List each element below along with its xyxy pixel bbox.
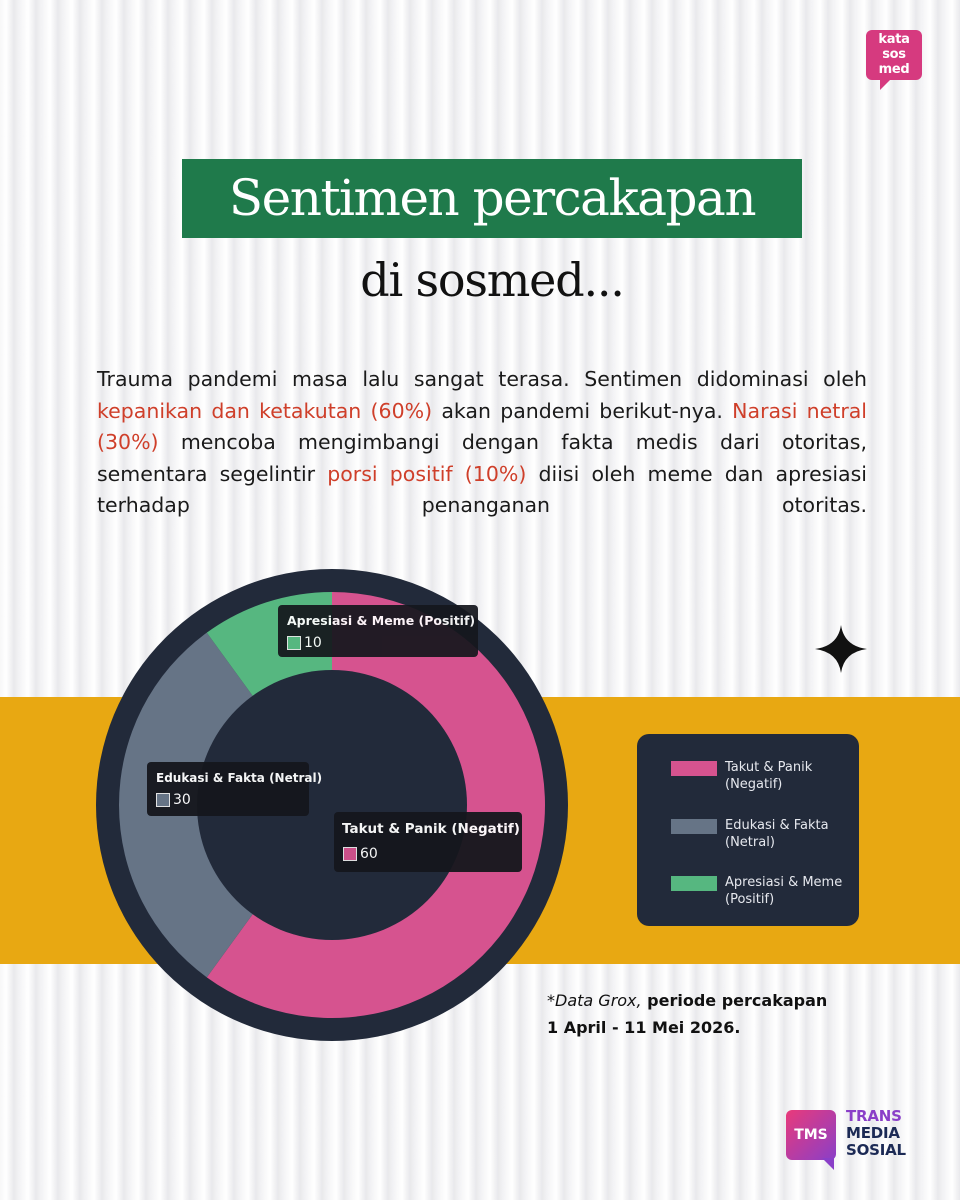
legend-swatch-neutral [671, 819, 717, 834]
text-part-4: diisi oleh meme dan apresiasi terhadap penanganan otoritas. [97, 461, 867, 517]
chart-legend [637, 734, 859, 926]
footnote-dates: 1 April - 11 Mei 2026. [547, 1018, 741, 1037]
logo-line-1: kata [878, 32, 910, 47]
legend-label-positive [725, 874, 842, 908]
tms-logo-line-3: SOSIAL [846, 1141, 906, 1159]
legend-label-negative [725, 759, 812, 793]
page-subtitle: di sosmed... [360, 253, 624, 307]
tooltip-positive-value: 10 [304, 635, 322, 651]
tms-logo-line-2: MEDIA [846, 1124, 900, 1142]
footnote-source: *Data Grox, [547, 991, 642, 1010]
logo-line-2: sos [882, 47, 906, 62]
tooltip-neutral [147, 762, 323, 816]
tooltip-positive-title: Apresiasi & Meme (Positif) [287, 613, 476, 628]
tooltip-neutral-value: 30 [173, 792, 191, 808]
tooltip-negative-value: 60 [360, 846, 378, 862]
text-part-1: Trauma pandemi masa lalu sangat terasa. Sentimen didominasi oleh [97, 367, 867, 391]
tooltip-negative-swatch [343, 847, 357, 861]
page-title: Sentimen percakapan [228, 169, 756, 227]
highlight-negative: kepanikan dan ketakutan (60%) [97, 398, 433, 423]
tms-logo-line-1: TRANS [846, 1107, 902, 1125]
legend-label-neutral-line1: Edukasi & Fakta [725, 818, 829, 833]
text-part-2: akan pandemi berikut-nya. [432, 398, 733, 423]
tooltip-positive-swatch [287, 636, 301, 650]
sparkle-icon [815, 625, 867, 673]
tooltip-negative [334, 812, 522, 872]
legend-label-neutral [725, 817, 829, 851]
legend-label-negative-line1: Takut & Panik [725, 760, 813, 775]
tooltip-neutral-swatch [156, 793, 170, 807]
tooltip-neutral-title: Edukasi & Fakta (Netral) [156, 771, 323, 785]
legend-label-neutral-line2: (Netral) [725, 835, 775, 850]
tms-logo-mark-text: TMS [794, 1127, 828, 1143]
text-part-3: mencoba mengimbangi dengan fakta medis dari otoritas, sementara segelintir [97, 430, 867, 486]
logo-line-3: med [878, 62, 910, 77]
source-footnote [547, 987, 877, 1041]
footnote-period: periode percakapan [641, 991, 828, 1010]
tooltip-positive [278, 605, 478, 657]
tooltip-negative-title: Takut & Panik (Negatif) [342, 821, 520, 837]
legend-swatch-positive [671, 876, 717, 891]
trans-media-sosial-logo [786, 1108, 936, 1172]
legend-label-positive-line1: Apresiasi & Meme [725, 875, 843, 890]
legend-label-negative-line2: (Negatif) [725, 777, 783, 792]
highlight-positive: porsi positif (10%) [327, 461, 527, 486]
legend-swatch-negative [671, 761, 717, 776]
legend-label-positive-line2: (Positif) [725, 892, 775, 907]
highlight-neutral: Narasi netral (30%) [97, 398, 867, 454]
